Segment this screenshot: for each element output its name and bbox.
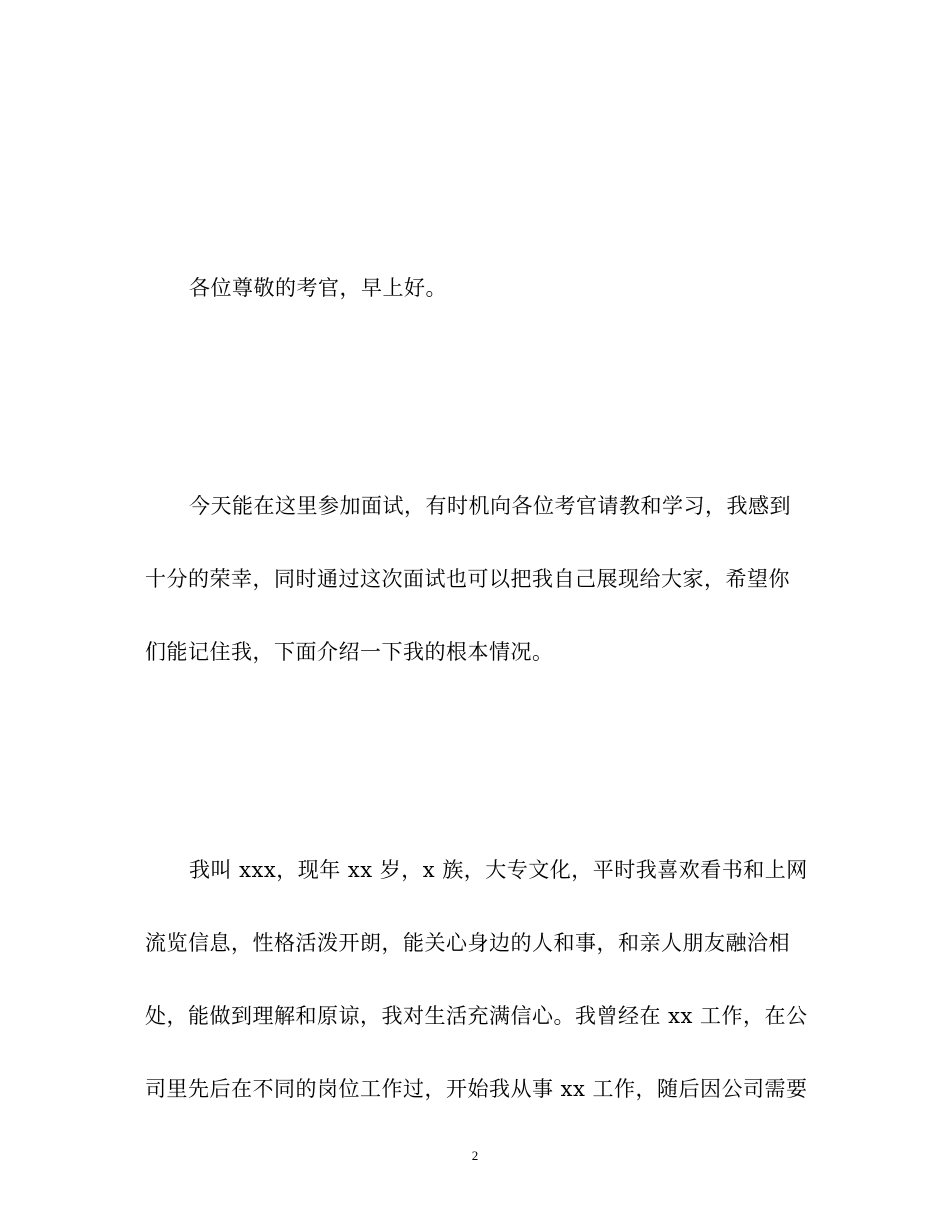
paragraph-1-line-3: 们能记住我，下面介绍一下我的根本情况。 — [145, 640, 554, 664]
paragraph-2-line-3: 处，能做到理解和原谅，我对生活充满信心。我曾经在 xx 工作，在公 — [145, 1004, 808, 1028]
paragraph-1-line-1: 今天能在这里参加面试，有时机向各位考官请教和学习，我感到 — [189, 494, 791, 518]
paragraph-2-line-1: 我叫 xxx，现年 xx 岁，x 族，大专文化，平时我喜欢看书和上网 — [189, 858, 808, 882]
paragraph-2-line-2: 流览信息，性格活泼开朗，能关心身边的人和事，和亲人朋友融洽相 — [145, 931, 790, 955]
greeting-line: 各位尊敬的考官，早上好。 — [189, 276, 447, 300]
page-number: 2 — [471, 1148, 479, 1163]
paragraph-2-line-4: 司里先后在不同的岗位工作过，开始我从事 xx 工作，随后因公司需要 — [145, 1077, 808, 1101]
paragraph-1-line-2: 十分的荣幸，同时通过这次面试也可以把我自己展现给大家，希望你 — [145, 567, 790, 591]
